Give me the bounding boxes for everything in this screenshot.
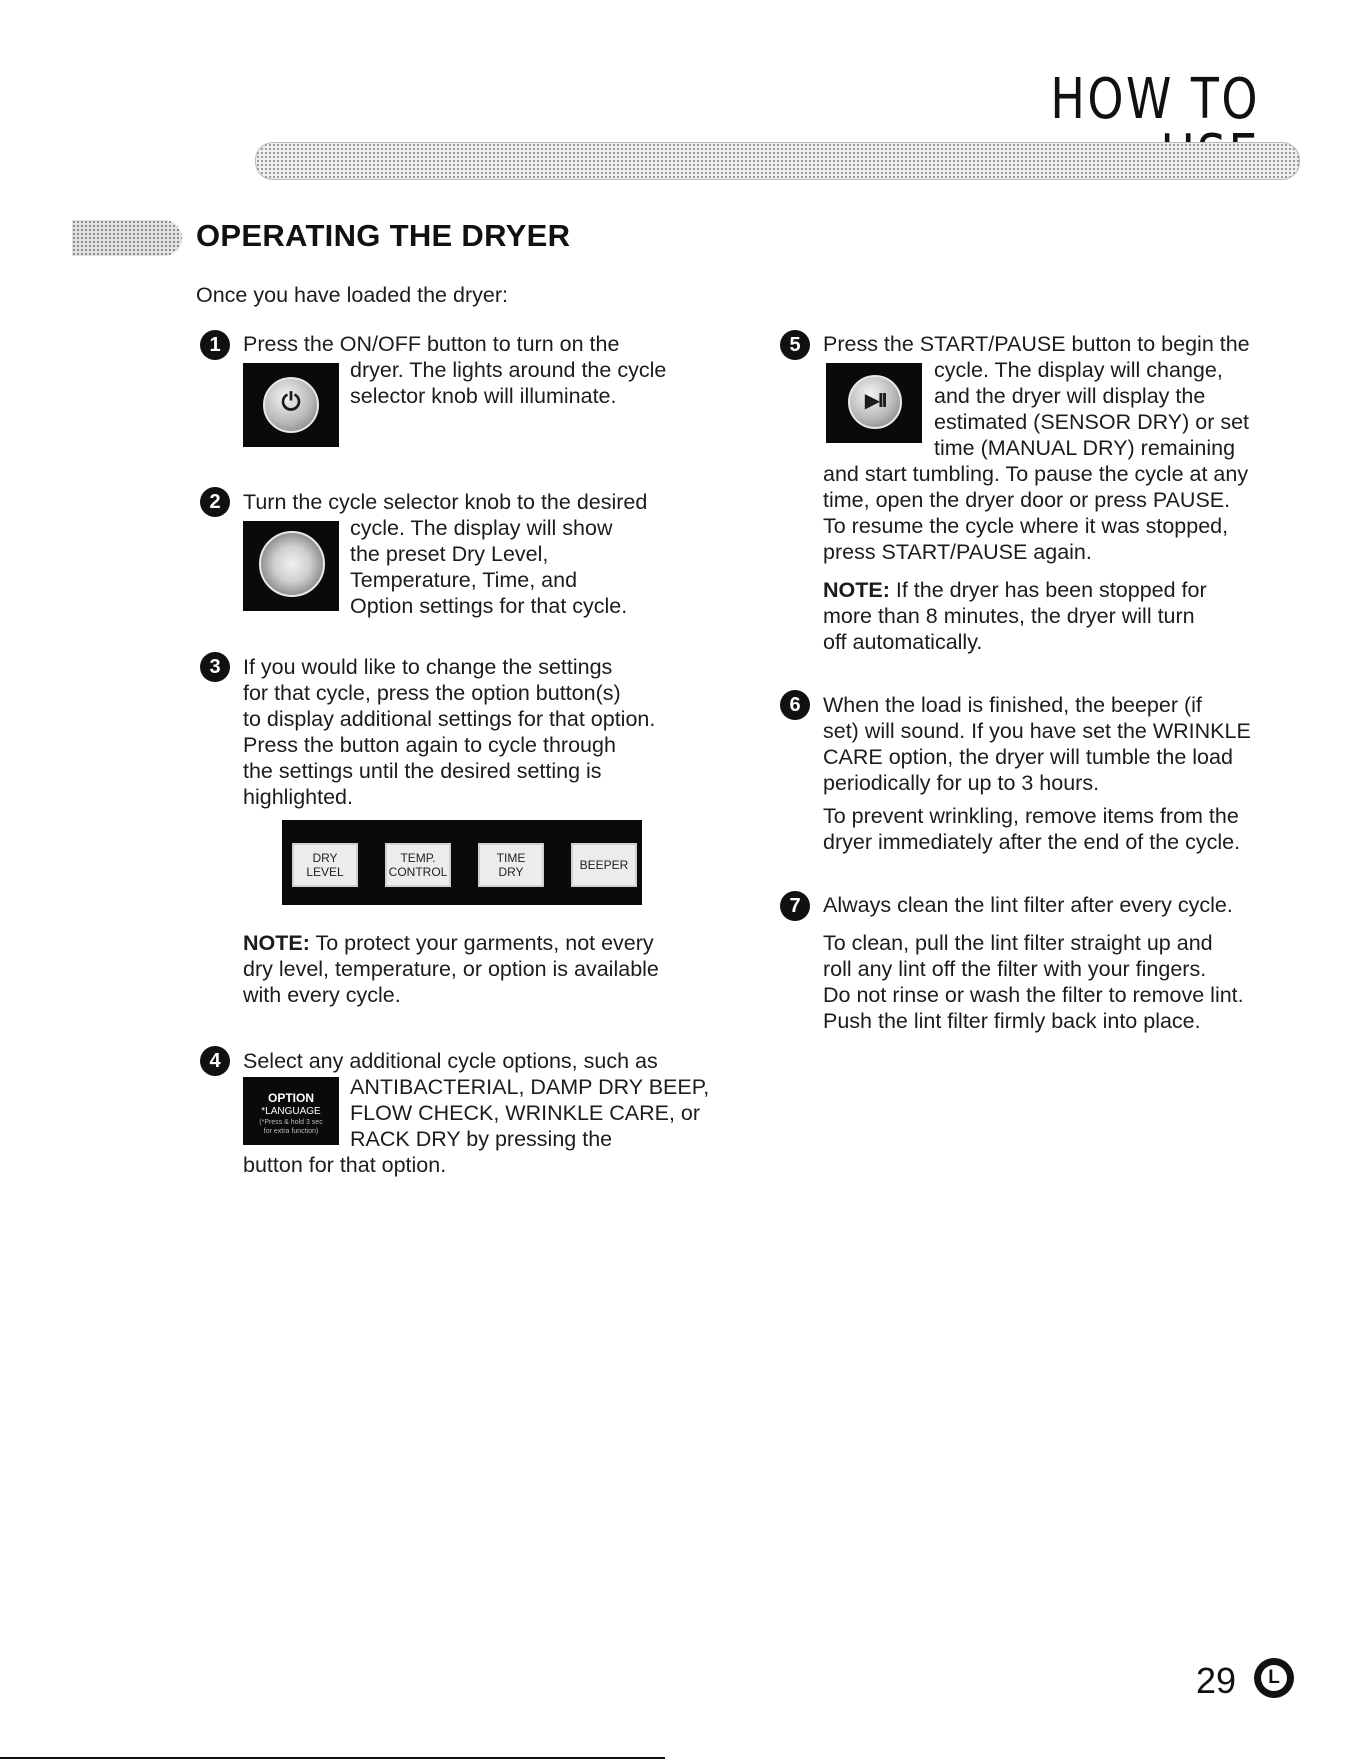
- cycle-knob-image: [243, 521, 339, 611]
- cycle-selector-knob-icon: [259, 531, 325, 597]
- option-button-image: OPTION *LANGUAGE (*Press & hold 3 sec for extra function): [243, 1077, 339, 1145]
- temp-control-button: TEMP. CONTROL: [385, 843, 451, 887]
- time-dry-button: TIME DRY: [478, 843, 544, 887]
- header-title: HOW TO: [1050, 67, 1260, 132]
- step-6-line: CARE option, the dryer will tumble the load: [823, 745, 1233, 769]
- note-garments-line: with every cycle.: [243, 983, 401, 1007]
- step-2-line: Turn the cycle selector knob to the desired: [243, 490, 648, 514]
- step-3-line: highlighted.: [243, 785, 353, 809]
- step-3-badge: 3: [200, 652, 230, 682]
- step-3-line: If you would like to change the settings: [243, 655, 613, 679]
- clean-tip-line: Do not rinse or wash the filter to remove lint.: [823, 983, 1244, 1007]
- step-6-badge: 6: [780, 690, 810, 720]
- page-number: 29: [1196, 1660, 1237, 1701]
- section-title: OPERATING THE DRYER: [196, 218, 571, 253]
- step-2-line: Temperature, Time, and: [350, 568, 578, 592]
- beeper-button: BEEPER: [571, 843, 637, 887]
- section-dotted-band: [72, 220, 182, 256]
- note-label: NOTE:: [243, 931, 310, 955]
- step-6-line: When the load is finished, the beeper (if: [823, 693, 1202, 717]
- step-5-line: time (MANUAL DRY) remaining: [934, 436, 1236, 460]
- step-2-line: Option settings for that cycle.: [350, 594, 628, 618]
- step-4-line: ANTIBACTERIAL, DAMP DRY BEEP,: [350, 1075, 710, 1099]
- clean-tip-line: roll any lint off the filter with your fingers.: [823, 957, 1207, 981]
- note-garments-line: dry level, temperature, or option is available: [243, 957, 659, 981]
- clean-tip-line: Push the lint filter firmly back into place.: [823, 1009, 1201, 1033]
- step-5-line: and the dryer will display the: [934, 384, 1206, 408]
- step-5-line: time, open the dryer door or press PAUSE.: [823, 488, 1231, 512]
- step-1-line: dryer. The lights around the cycle: [350, 358, 667, 382]
- clean-tip-line: To clean, pull the lint filter straight up and: [823, 931, 1213, 955]
- step-5-line: press START/PAUSE again.: [823, 540, 1092, 564]
- step-4-line: button for that option.: [243, 1153, 447, 1177]
- note-auto-off-line: off automatically.: [823, 630, 983, 654]
- step-3-line: Press the button again to cycle through: [243, 733, 616, 757]
- step-1-badge: 1: [200, 330, 230, 360]
- wrinkle-tip-line: dryer immediately after the end of the cycle.: [823, 830, 1241, 854]
- step-2-badge: 2: [200, 487, 230, 517]
- step-5-line: cycle. The display will change,: [934, 358, 1223, 382]
- intro-text: Once you have loaded the dryer:: [196, 283, 508, 307]
- dry-level-button: DRY LEVEL: [292, 843, 358, 887]
- step-5-line: To resume the cycle where it was stopped,: [823, 514, 1229, 538]
- step-5-badge: 5: [780, 330, 810, 360]
- step-7-line: Always clean the lint filter after every cycle.: [823, 893, 1233, 917]
- step-2-line: the preset Dry Level,: [350, 542, 549, 566]
- step-4-line: RACK DRY by pressing the: [350, 1127, 613, 1151]
- note-label: NOTE:: [823, 578, 890, 602]
- wrinkle-tip-line: To prevent wrinkling, remove items from the: [823, 804, 1239, 828]
- power-button-image: [243, 363, 339, 447]
- step-5-line: estimated (SENSOR DRY) or set: [934, 410, 1250, 434]
- footer-rule: [0, 1757, 665, 1759]
- step-2-line: cycle. The display will show: [350, 516, 613, 540]
- step-3-line: to display additional settings for that option.: [243, 707, 656, 731]
- control-panel-image: [282, 820, 642, 905]
- step-3-line: for that cycle, press the option button(s): [243, 681, 621, 705]
- start-pause-icon: ▶II: [848, 375, 902, 429]
- step-1-line: selector knob will illuminate.: [350, 384, 617, 408]
- step-4-line: Select any additional cycle options, such as: [243, 1049, 658, 1073]
- step-6-line: set) will sound. If you have set the WRINKLE: [823, 719, 1251, 743]
- step-7-badge: 7: [780, 891, 810, 921]
- power-icon: ⏻: [263, 377, 319, 433]
- step-3-line: the settings until the desired setting is: [243, 759, 602, 783]
- note-auto-off-line: more than 8 minutes, the dryer will turn: [823, 604, 1195, 628]
- step-4-line: FLOW CHECK, WRINKLE CARE, or: [350, 1101, 701, 1125]
- note-auto-off-line: NOTE: If the dryer has been stopped for: [823, 578, 1207, 602]
- note-garments-line: NOTE: To protect your garments, not every: [243, 931, 654, 955]
- start-pause-button-image: [826, 363, 922, 443]
- header-dotted-band: [255, 142, 1300, 180]
- lg-logo: L: [1254, 1658, 1294, 1698]
- step-1-line: Press the ON/OFF button to turn on the: [243, 332, 620, 356]
- step-5-line: Press the START/PAUSE button to begin the: [823, 332, 1250, 356]
- step-4-badge: 4: [200, 1046, 230, 1076]
- step-6-line: periodically for up to 3 hours.: [823, 771, 1100, 795]
- step-5-line: and start tumbling. To pause the cycle at any: [823, 462, 1249, 486]
